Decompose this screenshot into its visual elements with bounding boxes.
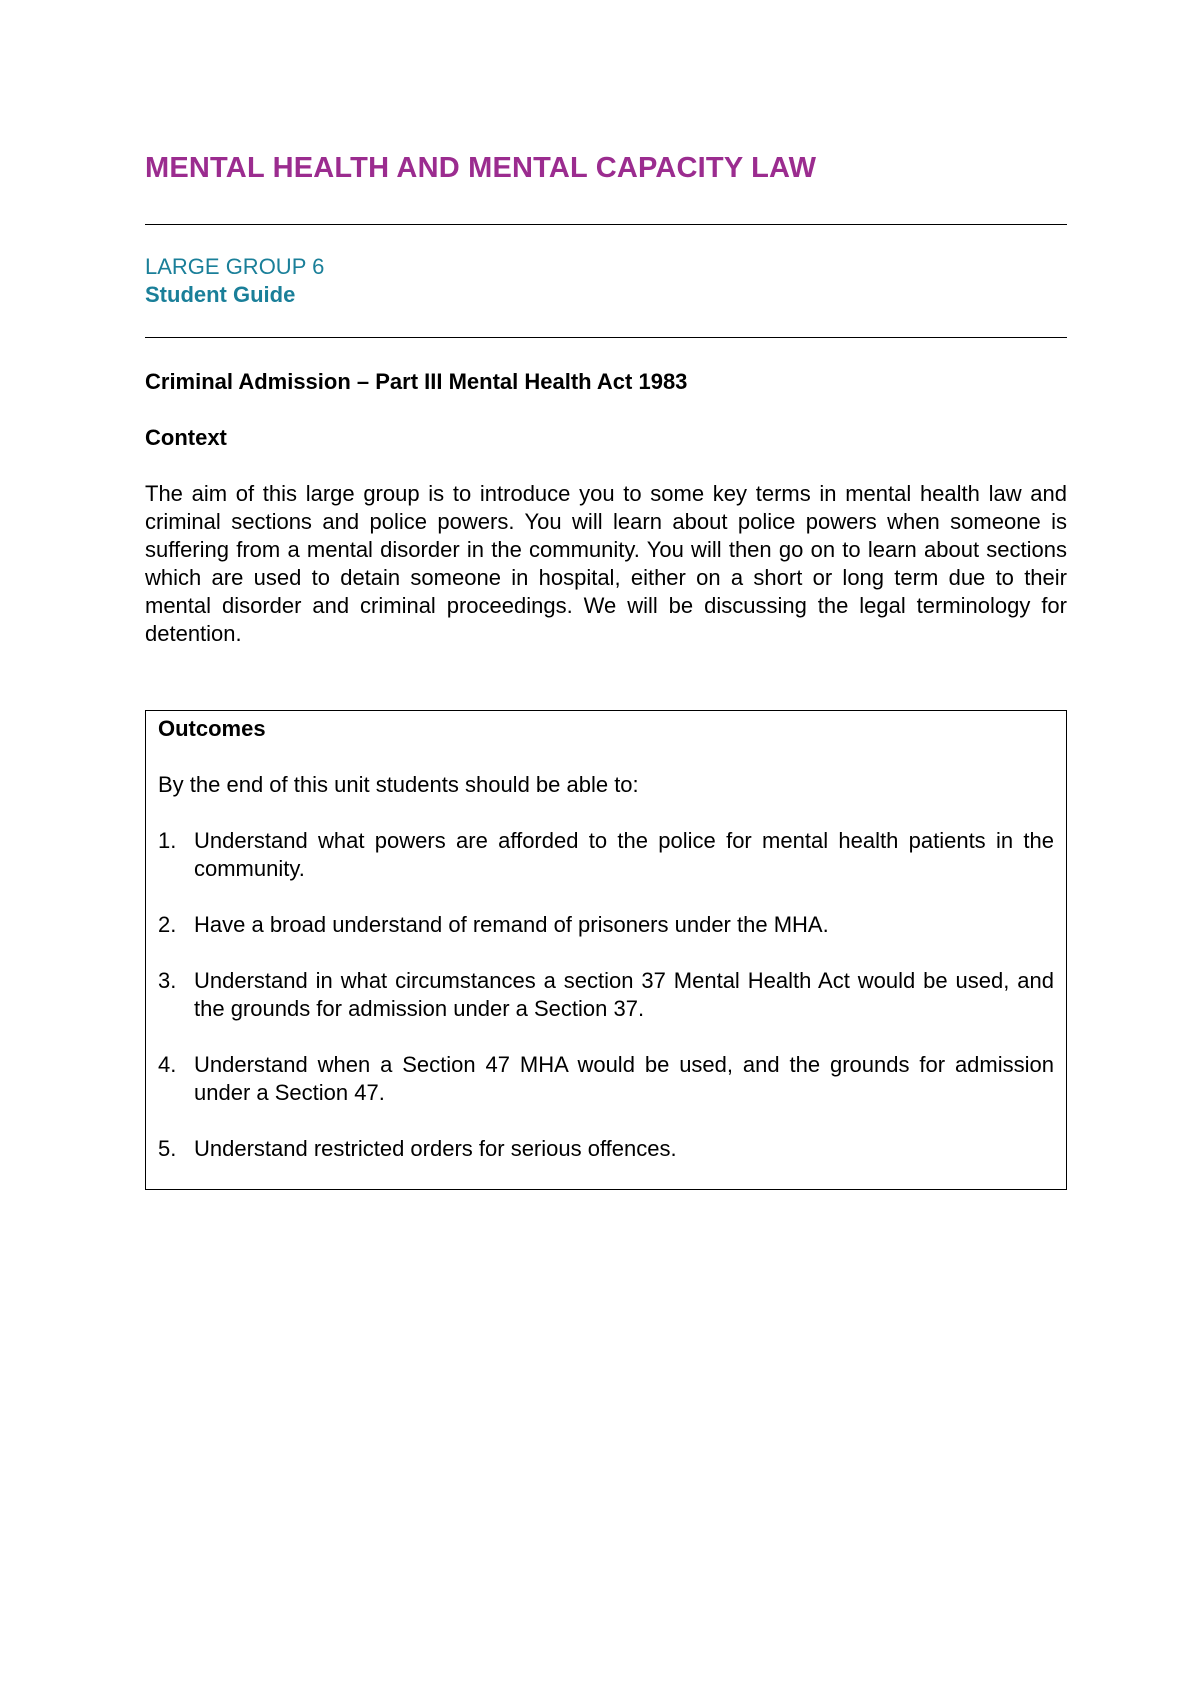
context-heading: Context xyxy=(145,425,227,450)
context-paragraph: The aim of this large group is to introduce you to some key terms in mental health law and criminal sections and police powers. You will learn about police powers when someone is suffering from a mental disorder in the community. You will then go on to learn about sections which are used to detain someone in hospital, either on a short or long term due to their mental disorder and criminal proceedings. We will be discussing the legal terminology for detention. xyxy=(145,481,1067,646)
outcome-item xyxy=(158,967,1054,1023)
outcome-number: 5. xyxy=(158,1136,177,1161)
outcome-item xyxy=(158,1051,1054,1107)
guide-label: Student Guide xyxy=(145,282,296,307)
subtitle-block xyxy=(145,253,1067,309)
title-divider xyxy=(145,224,1067,225)
outcome-number: 2. xyxy=(158,912,177,937)
outcome-item xyxy=(158,827,1054,883)
outcome-text: Understand restricted orders for serious offences. xyxy=(194,1136,677,1161)
section-heading: Criminal Admission – Part III Mental Health Act 1983 xyxy=(145,369,688,394)
group-label: LARGE GROUP 6 xyxy=(145,254,325,279)
outcome-text: Have a broad understand of remand of prisoners under the MHA. xyxy=(194,912,829,937)
outcome-item xyxy=(158,1135,1054,1163)
outcome-number: 3. xyxy=(158,968,177,993)
outcomes-title: Outcomes xyxy=(158,716,266,741)
outcome-text: Understand in what circumstances a section 37 Mental Health Act would be used, and the grounds for admission under a Section 37. xyxy=(194,968,1054,1021)
outcome-item xyxy=(158,911,1054,939)
outcomes-intro: By the end of this unit students should be able to: xyxy=(158,772,639,797)
outcome-number: 1. xyxy=(158,828,177,853)
outcome-text: Understand when a Section 47 MHA would be used, and the grounds for admission under a Section 47. xyxy=(194,1052,1054,1105)
outcomes-box xyxy=(145,710,1067,1190)
document-content xyxy=(145,150,1067,1190)
document-title: MENTAL HEALTH AND MENTAL CAPACITY LAW xyxy=(145,152,817,184)
outcome-text: Understand what powers are afforded to the police for mental health patients in the community. xyxy=(194,828,1054,881)
outcome-number: 4. xyxy=(158,1052,177,1077)
subtitle-divider xyxy=(145,337,1067,338)
outcomes-list xyxy=(158,827,1054,1163)
